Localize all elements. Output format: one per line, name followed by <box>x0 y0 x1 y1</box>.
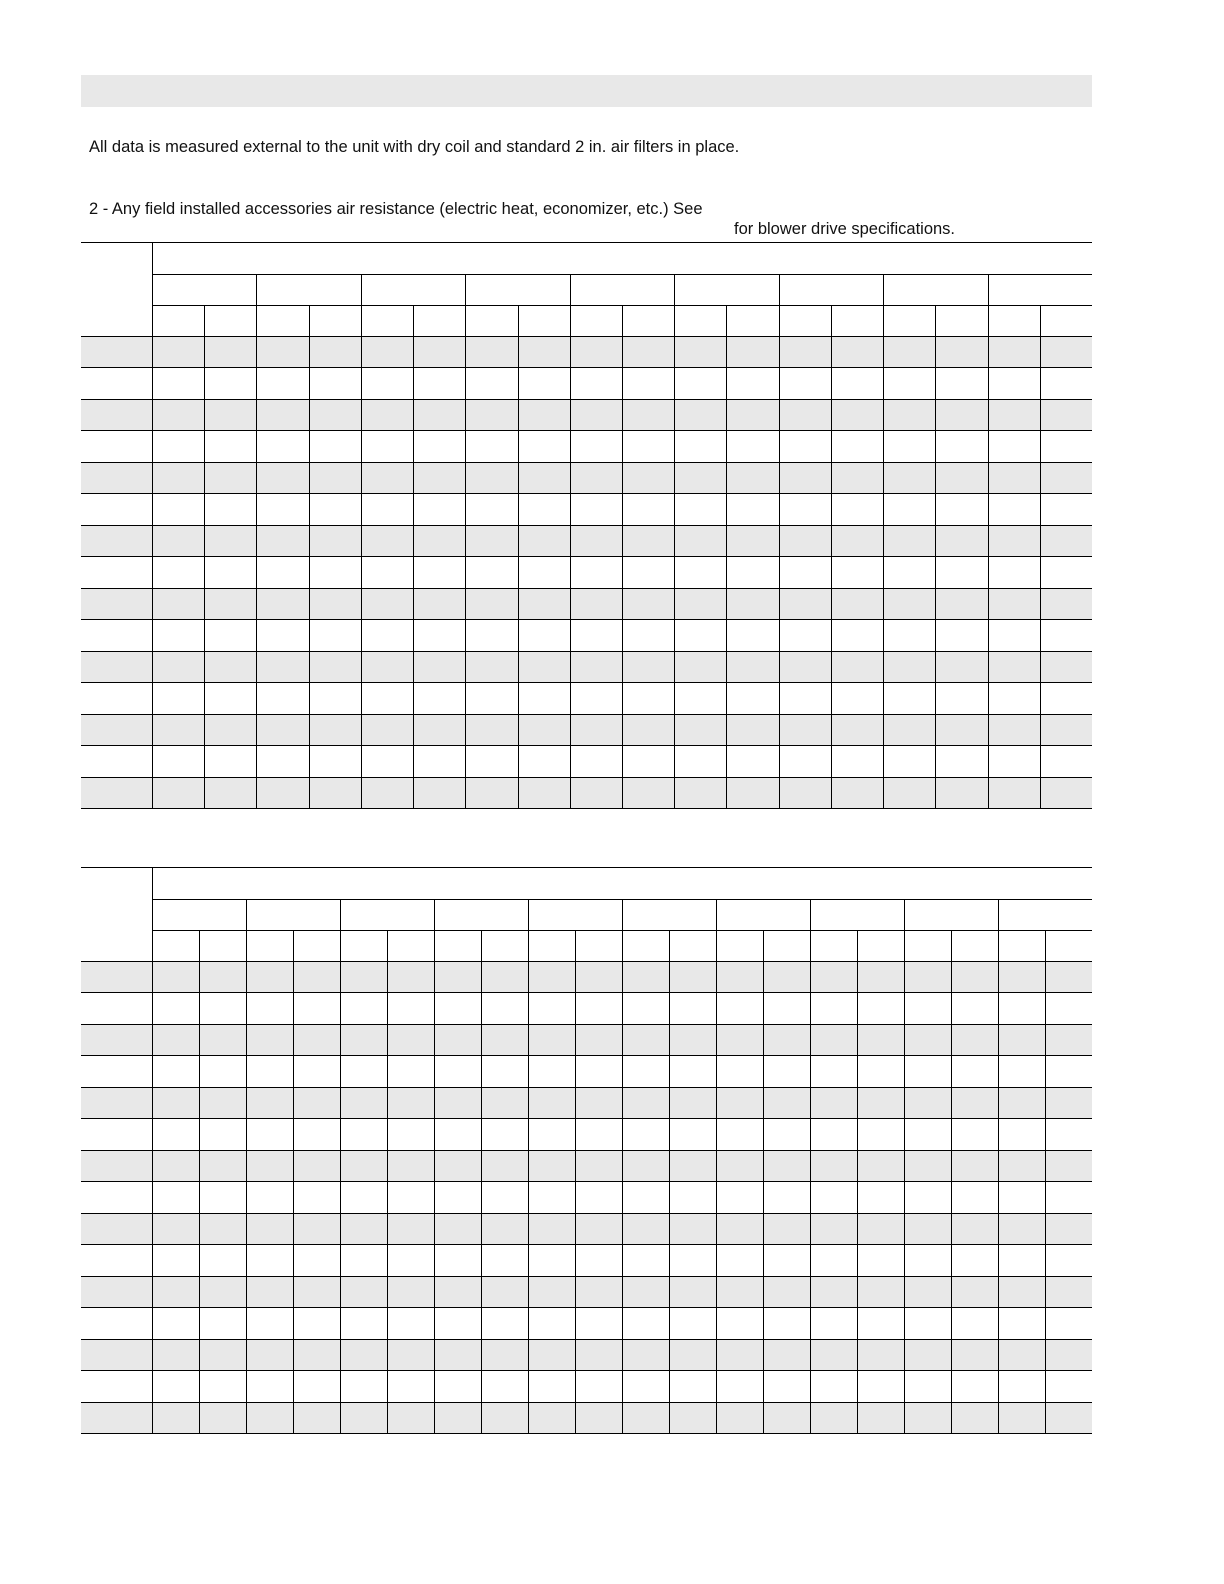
label-column-divider <box>152 243 153 808</box>
row-rule <box>81 1087 1092 1088</box>
shaded-row <box>81 651 1092 682</box>
group-divider <box>434 899 435 1433</box>
row-rule <box>81 1339 1092 1340</box>
accessory-note: 2 - Any field installed accessories air resistance (electric heat, economizer, etc.) See <box>89 200 703 218</box>
group-divider <box>716 899 717 1433</box>
sub-column-divider <box>481 930 482 1433</box>
row-rule <box>81 651 1092 652</box>
group-divider <box>570 274 571 808</box>
shaded-row <box>81 588 1092 619</box>
row-rule <box>81 336 1092 337</box>
row-rule <box>81 1150 1092 1151</box>
row-rule <box>81 714 1092 715</box>
sub-column-divider <box>1040 305 1041 808</box>
sub-column-divider <box>518 305 519 808</box>
shaded-row <box>81 1024 1092 1055</box>
row-rule <box>81 992 1092 993</box>
shaded-row <box>81 399 1092 430</box>
sub-column-divider <box>575 930 576 1433</box>
row-rule <box>81 745 1092 746</box>
shaded-row <box>81 1402 1092 1433</box>
sub-column-divider <box>669 930 670 1433</box>
group-divider <box>528 899 529 1433</box>
shaded-row <box>81 1276 1092 1307</box>
sub-column-divider <box>935 305 936 808</box>
group-divider <box>361 274 362 808</box>
group-divider <box>998 899 999 1433</box>
shaded-row <box>81 777 1092 808</box>
row-rule <box>81 1276 1092 1277</box>
row-rule <box>81 1307 1092 1308</box>
row-rule <box>81 777 1092 778</box>
shaded-row <box>81 1339 1092 1370</box>
header-rule <box>152 274 1092 275</box>
row-rule <box>81 588 1092 589</box>
sub-column-divider <box>199 930 200 1433</box>
blower-table-1 <box>81 242 1092 810</box>
row-rule <box>81 1370 1092 1371</box>
group-divider <box>465 274 466 808</box>
row-rule <box>81 430 1092 431</box>
title-bar <box>81 75 1092 107</box>
sub-column-divider <box>293 930 294 1433</box>
sub-column-divider <box>204 305 205 808</box>
group-divider <box>904 899 905 1433</box>
row-rule <box>81 1181 1092 1182</box>
row-rule <box>81 619 1092 620</box>
sub-column-divider <box>622 305 623 808</box>
sub-column-divider <box>726 305 727 808</box>
row-rule <box>81 1402 1092 1403</box>
sub-column-divider <box>387 930 388 1433</box>
shaded-row <box>81 336 1092 367</box>
row-rule <box>81 525 1092 526</box>
shaded-row <box>81 714 1092 745</box>
row-rule <box>81 682 1092 683</box>
group-divider <box>779 274 780 808</box>
sub-column-divider <box>309 305 310 808</box>
group-divider <box>256 274 257 808</box>
row-rule <box>81 1055 1092 1056</box>
sub-column-divider <box>763 930 764 1433</box>
measurement-note: All data is measured external to the unit with dry coil and standard 2 in. air filters in place. <box>89 138 740 156</box>
row-rule <box>81 1433 1092 1434</box>
group-divider <box>674 274 675 808</box>
accessory-note-continued: for blower drive specifications. <box>734 220 956 238</box>
group-divider <box>810 899 811 1433</box>
shaded-row <box>81 961 1092 992</box>
row-rule <box>81 399 1092 400</box>
sub-column-divider <box>1045 930 1046 1433</box>
shaded-row <box>81 1213 1092 1244</box>
sub-column-divider <box>831 305 832 808</box>
row-rule <box>81 808 1092 809</box>
row-rule <box>81 1213 1092 1214</box>
row-rule <box>81 462 1092 463</box>
shaded-row <box>81 525 1092 556</box>
group-divider <box>988 274 989 808</box>
shaded-row <box>81 1150 1092 1181</box>
group-divider <box>622 899 623 1433</box>
row-rule <box>81 1024 1092 1025</box>
sub-column-divider <box>857 930 858 1433</box>
sub-column-divider <box>951 930 952 1433</box>
row-rule <box>81 367 1092 368</box>
sub-column-divider <box>413 305 414 808</box>
blower-table-2 <box>81 867 1092 1435</box>
label-column-divider <box>152 868 153 1433</box>
row-rule <box>81 493 1092 494</box>
row-rule <box>81 556 1092 557</box>
row-rule <box>81 1244 1092 1245</box>
shaded-row <box>81 462 1092 493</box>
group-divider <box>883 274 884 808</box>
shaded-row <box>81 1087 1092 1118</box>
row-rule <box>81 1118 1092 1119</box>
group-divider <box>340 899 341 1433</box>
row-rule <box>81 961 1092 962</box>
group-divider <box>246 899 247 1433</box>
